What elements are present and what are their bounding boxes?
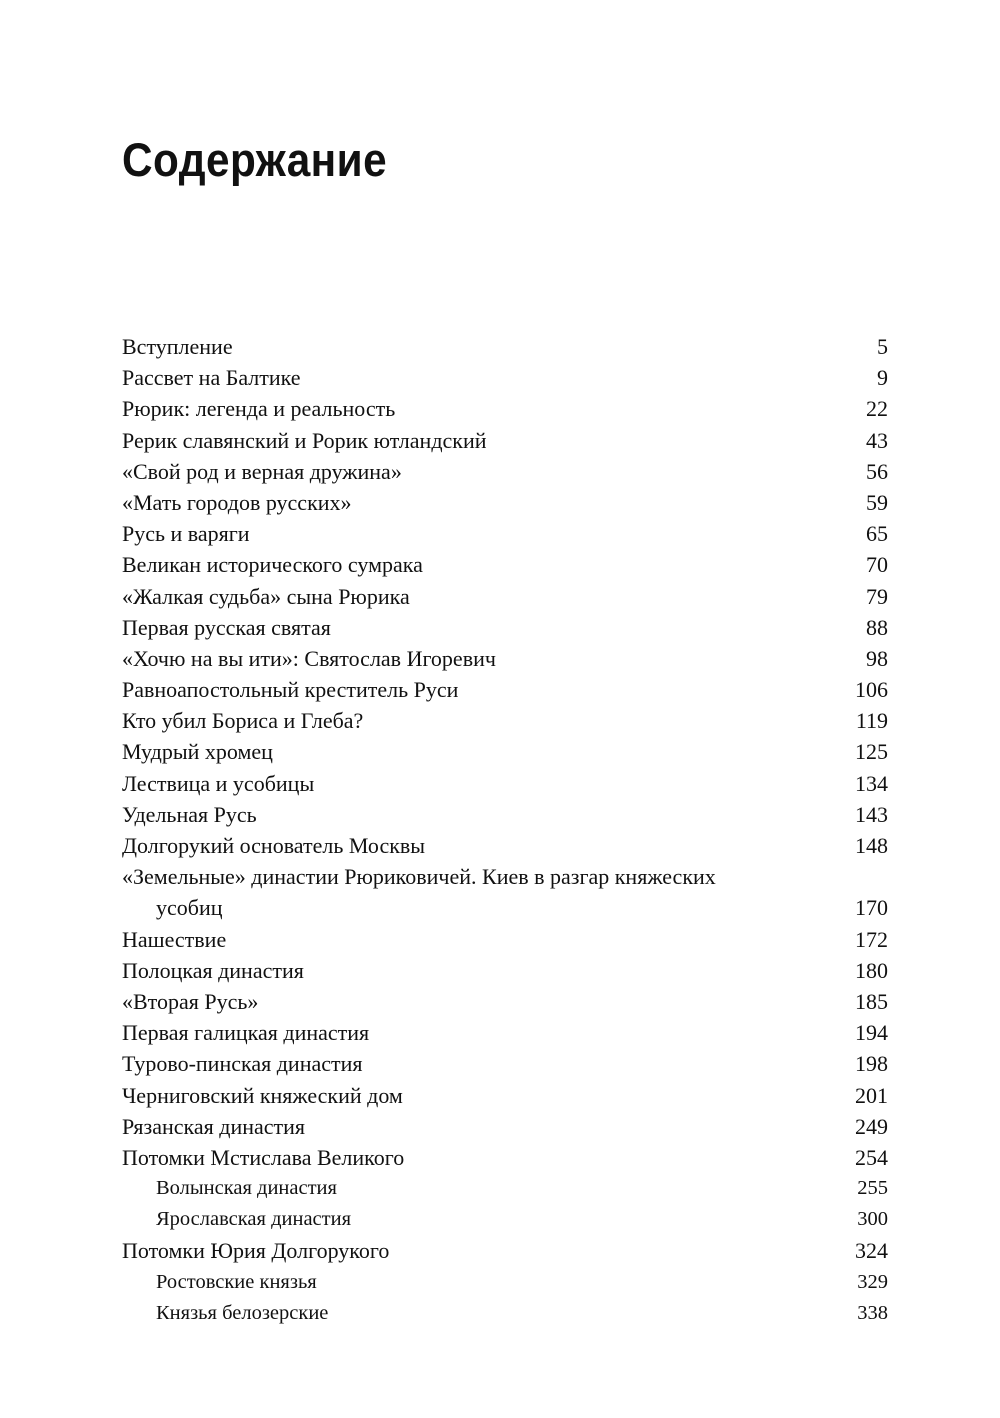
toc-entry-title: Волынская династия [156, 1177, 337, 1200]
toc-entry [122, 736, 888, 767]
toc-page-number: 198 [855, 1051, 888, 1077]
toc-entry-title: Рязанская династия [122, 1113, 306, 1139]
toc-entry-title: Кто убил Бориса и Глеба? [122, 708, 364, 734]
toc-entry [122, 518, 888, 549]
toc-page-number: 43 [866, 427, 888, 453]
toc-page-number: 170 [855, 895, 888, 921]
toc-entry [122, 362, 888, 393]
toc-entry [122, 1142, 888, 1173]
toc-page-number: 125 [855, 739, 888, 765]
toc-entry-title: «Мать городов русских» [122, 489, 352, 515]
toc-entry [122, 549, 888, 580]
toc-entry [122, 581, 888, 612]
toc-page-number: 249 [855, 1113, 888, 1139]
toc-entry [122, 924, 888, 955]
toc-page-number: 106 [855, 677, 888, 703]
toc-page-number: 22 [866, 396, 888, 422]
toc-page-number: 324 [855, 1238, 888, 1264]
toc-entry-title: Турово-пинская династия [122, 1051, 363, 1077]
toc-entry [122, 955, 888, 986]
toc-entry-title: Нашествие [122, 926, 227, 952]
toc-page-number: 180 [855, 957, 888, 983]
toc-page-number: 5 [877, 334, 888, 359]
toc-entry [122, 986, 888, 1017]
toc-entry-title: Потомки Юрия Долгорукого [122, 1238, 390, 1264]
toc-entry-title: Лествица и усобицы [122, 770, 315, 796]
toc-subentry [122, 1298, 888, 1329]
toc-entry [122, 1048, 888, 1079]
toc-entry [122, 393, 888, 424]
toc-entry-title: Первая галицкая династия [122, 1020, 370, 1046]
toc-entry-title: Потомки Мстислава Великого [122, 1144, 405, 1170]
toc-entry-title: Полоцкая династия [122, 957, 304, 983]
toc-page-number: 65 [866, 521, 888, 547]
toc-entry [122, 830, 888, 861]
toc-entry [122, 1235, 888, 1266]
toc-entry [122, 1111, 888, 1142]
toc-page-number: 79 [866, 583, 888, 609]
toc-entry-title: Удельная Русь [122, 801, 257, 827]
toc-entry-title-continued: усобиц [156, 895, 223, 921]
toc-entry-title: Рерик славянский и Рорик ютландский [122, 427, 487, 453]
toc-entry [122, 768, 888, 799]
toc-entry [122, 705, 888, 736]
toc-entry [122, 1080, 888, 1111]
toc-page-number: 300 [857, 1208, 888, 1231]
toc-entry-title: Черниговский княжеский дом [122, 1082, 403, 1108]
toc-page-number: 59 [866, 489, 888, 515]
toc-page-number: 254 [855, 1144, 888, 1170]
toc-page-number: 255 [857, 1177, 888, 1200]
toc-page-number: 194 [855, 1020, 888, 1046]
toc-entry-title: «Свой род и верная дружина» [122, 458, 402, 484]
toc-entry-title: Русь и варяги [122, 521, 250, 547]
toc-page-number: 148 [855, 833, 888, 858]
toc-entry [122, 612, 888, 643]
toc-entry-title: Мудрый хромец [122, 739, 273, 765]
toc-entry [122, 456, 888, 487]
toc-entry-title: «Хочю на вы ити»: Святослав Игоревич [122, 645, 496, 671]
page-title: Содержание [122, 133, 388, 186]
toc-subentry [122, 1173, 888, 1204]
toc-page-number: 88 [866, 614, 888, 640]
toc-entry [122, 425, 888, 456]
toc-entry [122, 861, 888, 892]
toc-entry-title: Равноапостольный креститель Руси [122, 677, 459, 703]
toc-page-number: 56 [866, 458, 888, 484]
toc-entry [122, 487, 888, 518]
toc-entry-title: Рассвет на Балтике [122, 365, 301, 391]
toc-page-number: 338 [857, 1301, 888, 1324]
toc-entry [122, 331, 888, 362]
toc-page-number: 201 [855, 1082, 888, 1108]
toc-entry-title: Ростовские князья [156, 1270, 317, 1293]
toc-page-number: 172 [855, 926, 888, 952]
toc-entry-title: Вступление [122, 334, 233, 359]
toc-entry [122, 643, 888, 674]
toc-entry-continuation [122, 892, 888, 923]
toc-subentry [122, 1204, 888, 1235]
toc-entry-title: Великан исторического сумрака [122, 552, 423, 578]
toc-subentry [122, 1267, 888, 1298]
toc-page-number: 9 [877, 365, 888, 391]
table-of-contents [122, 331, 888, 1329]
toc-page-number: 119 [855, 708, 888, 734]
toc-entry-title: Рюрик: легенда и реальность [122, 396, 396, 422]
toc-page-number: 143 [855, 801, 888, 827]
toc-entry-title: Первая русская святая [122, 614, 331, 640]
toc-entry-title: «Жалкая судьба» сына Рюрика [122, 583, 410, 609]
toc-entry-title: Ярославская династия [156, 1208, 352, 1231]
toc-entry-title: Долгорукий основатель Москвы [122, 833, 426, 858]
toc-entry [122, 1017, 888, 1048]
toc-page-number: 329 [857, 1270, 888, 1293]
toc-entry [122, 799, 888, 830]
toc-entry-title: «Земельные» династии Рюриковичей. Киев в разгар княжеских [122, 864, 716, 890]
toc-page-number: 185 [855, 988, 888, 1014]
toc-entry [122, 674, 888, 705]
toc-page-number: 70 [866, 552, 888, 578]
toc-page-number: 98 [866, 645, 888, 671]
toc-entry-title: Князья белозерские [156, 1301, 329, 1324]
toc-entry-title: «Вторая Русь» [122, 988, 259, 1014]
toc-page-number: 134 [855, 770, 888, 796]
